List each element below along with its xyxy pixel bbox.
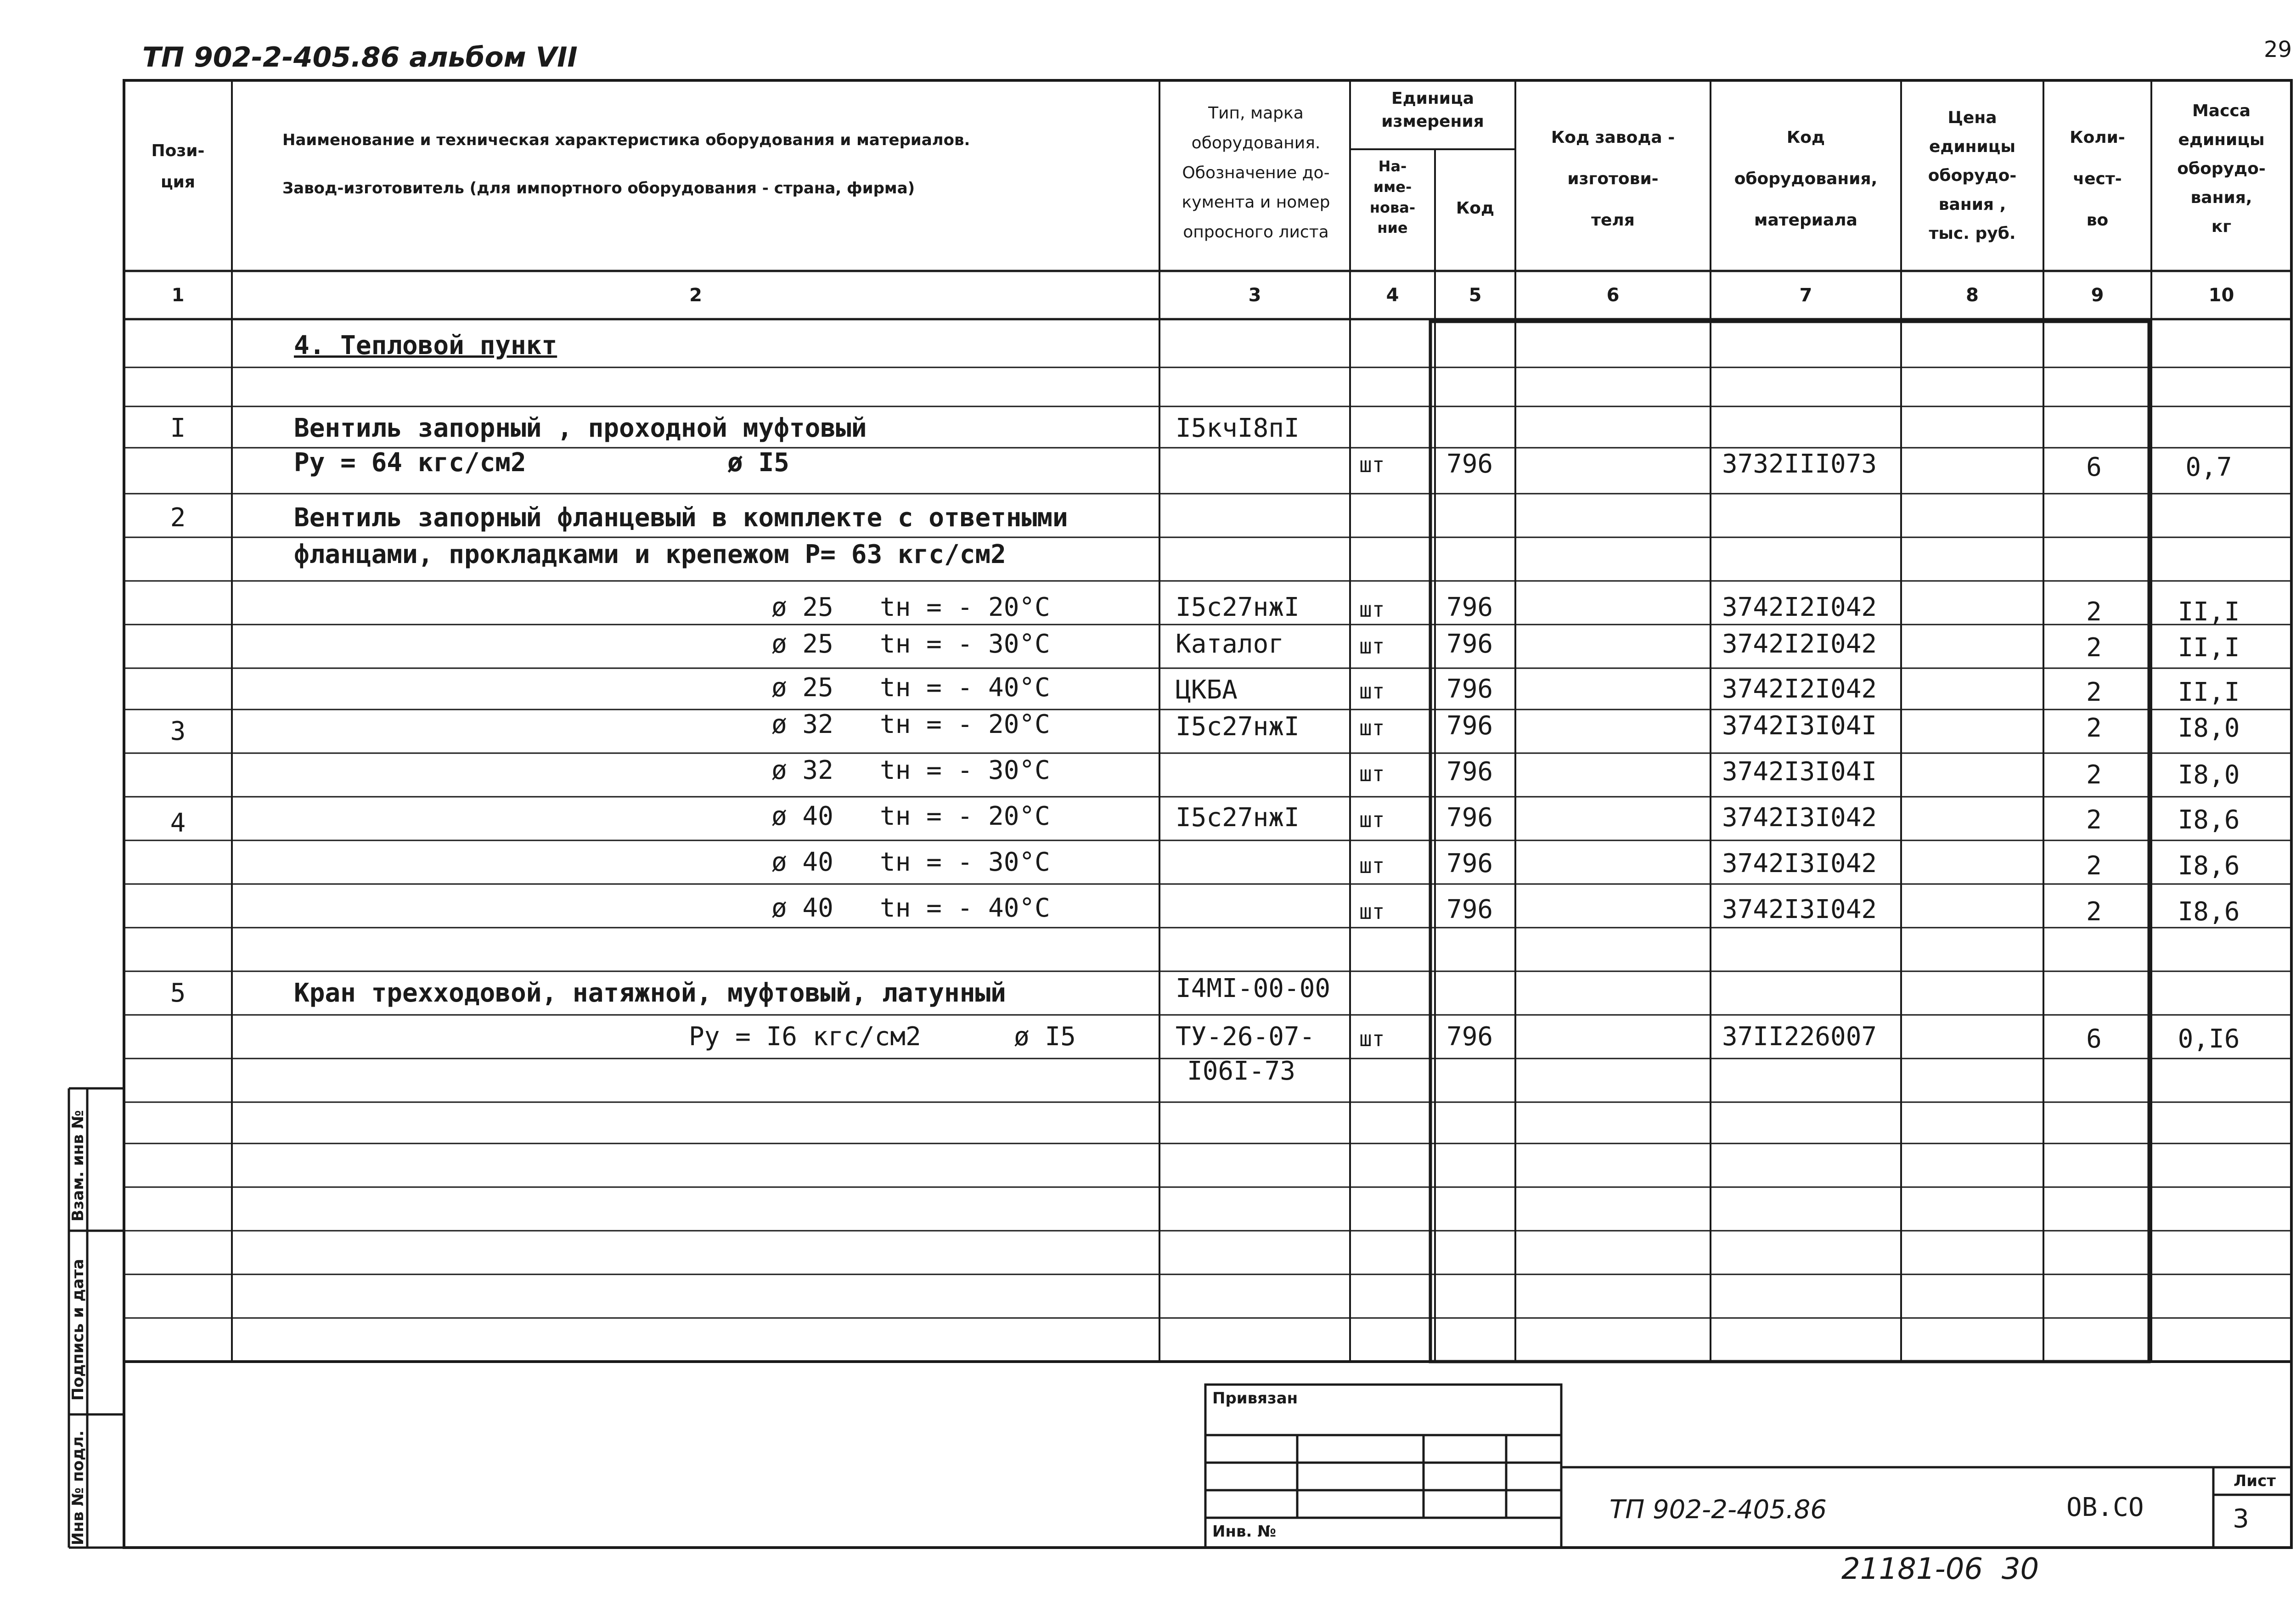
col-number-10: 10 [2208, 285, 2234, 306]
table-row-mass: I8,6 [2178, 851, 2240, 881]
table-row-quantity: 2 [2086, 760, 2102, 790]
table-row-name: Pу = I6 кгс/см2 ø I5 [689, 1022, 1076, 1052]
table-row-unit: шт [1359, 634, 1385, 659]
table-row-equipment-code: 3732III073 [1722, 449, 1877, 479]
header-type: Тип, марка оборудования. Обозначение до- кумента и номер опросного листа [1182, 104, 1330, 242]
doc-reference: ТП 902-2-405.86 альбом VII [142, 41, 578, 73]
table-row-type: ТУ-26-07- [1176, 1022, 1315, 1052]
stamp-privyazan: Привязан [1212, 1389, 1298, 1408]
table-row-quantity: 2 [2086, 633, 2102, 663]
section-title: 4. Тепловой пункт [294, 331, 557, 360]
side-stamp-inv-podl: Инв № подл. [69, 1430, 87, 1545]
table-row-unit-code: 796 [1446, 592, 1493, 622]
table-row-unit: шт [1359, 807, 1385, 832]
header-mass: Масса единицы оборудо- вания, кг [2177, 101, 2266, 236]
table-row-position: 5 [170, 978, 186, 1008]
header-position: Пози- ция [151, 141, 205, 192]
table-row-name: Pу = 64 кгс/см2 ø I5 [294, 448, 789, 478]
header-factory-code: Код завода - изготови- теля [1551, 128, 1675, 230]
table-row-type: I5c27нжI [1176, 712, 1300, 742]
side-stamp-podpis: Подпись и дата [69, 1259, 87, 1401]
table-row-unit-code: 796 [1446, 849, 1493, 879]
table-row-position: I [170, 413, 186, 443]
table-row-name: Вентиль запорный , проходной муфтовый [294, 413, 867, 443]
stamp-designation: ТП 902-2-405.86 [1609, 1495, 1827, 1525]
col-number-3: 3 [1248, 285, 1261, 306]
table-row-type: Каталог [1176, 629, 1284, 659]
table-row-name: ø 32 tн = - 30°C [771, 755, 1050, 785]
table-row-type: I06I-73 [1187, 1056, 1296, 1086]
table-row-type: I4МI-00-00 [1176, 974, 1331, 1003]
table-row-unit: шт [1359, 761, 1385, 786]
table-row-unit-code: 796 [1446, 674, 1493, 704]
footer-archive-number: 21181-06 30 [1841, 1552, 2039, 1586]
table-row-mass: I8,6 [2178, 805, 2240, 835]
table-row-equipment-code: 3742I2I042 [1722, 592, 1877, 622]
header-equipment-code: Код оборудования, материала [1734, 128, 1878, 230]
table-row-name: фланцами, прокладками и крепежом P= 63 кгс/см2 [294, 540, 1006, 569]
table-row-unit-code: 796 [1446, 711, 1493, 741]
table-row-name: Вентиль запорный фланцевый в комплекте с ответными [294, 503, 1068, 533]
table-row-unit: шт [1359, 1026, 1385, 1051]
page-number: 29 [2264, 37, 2292, 62]
header-unit-name: На- име- нова- ние [1369, 158, 1416, 237]
table-row-name: ø 32 tн = - 20°C [771, 710, 1050, 739]
table-row-quantity: 2 [2086, 597, 2102, 627]
table-row-unit-code: 796 [1446, 449, 1493, 479]
table-row-unit: шт [1359, 899, 1385, 924]
table-row-equipment-code: 37II226007 [1722, 1022, 1877, 1052]
table-row-unit-code: 796 [1446, 895, 1493, 924]
table-row-equipment-code: 3742I2I042 [1722, 674, 1877, 704]
header-unit-code: Код [1456, 199, 1495, 218]
table-row-unit: шт [1359, 679, 1385, 704]
table-row-quantity: 2 [2086, 713, 2102, 743]
table-row-mass: II,I [2178, 677, 2240, 707]
table-row-quantity: 6 [2086, 452, 2102, 482]
table-row-unit-code: 796 [1446, 803, 1493, 833]
table-row-quantity: 2 [2086, 805, 2102, 835]
table-row-mass: II,I [2178, 633, 2240, 663]
side-stamp-vzam: Взам. инв № [69, 1110, 87, 1222]
table-row-mass: I8,6 [2178, 897, 2240, 927]
table-row-mass: I8,0 [2178, 760, 2240, 790]
col-number-2: 2 [689, 285, 702, 306]
table-row-unit-code: 796 [1446, 757, 1493, 787]
table-row-mass: I8,0 [2178, 713, 2240, 743]
table-row-unit: шт [1359, 853, 1385, 878]
table-row-quantity: 6 [2086, 1024, 2102, 1054]
header-name-line1: Наименование и техническая характеристика оборудования и материалов. [282, 131, 970, 149]
table-row-equipment-code: 3742I3I042 [1722, 803, 1877, 833]
table-row-name: ø 25 tн = - 30°C [771, 629, 1050, 659]
header-quantity: Коли- чест- во [2070, 128, 2125, 230]
table-row-mass: 0,7 [2185, 452, 2232, 482]
table-row-type: I5c27нжI [1176, 803, 1300, 833]
table-row-equipment-code: 3742I2I042 [1722, 629, 1877, 659]
table-row-type: I5c27нжI [1176, 592, 1300, 622]
table-row-quantity: 2 [2086, 677, 2102, 707]
table-row-unit-code: 796 [1446, 629, 1493, 659]
table-row-equipment-code: 3742I3I042 [1722, 895, 1877, 924]
table-row-type: I5кчI8пI [1176, 413, 1300, 443]
stamp-sheet-label: Лист [2234, 1472, 2276, 1490]
table-row-mass: II,I [2178, 597, 2240, 627]
table-row-name: Кран трехходовой, натяжной, муфтовый, латунный [294, 978, 1006, 1008]
table-row-name: ø 40 tн = - 40°C [771, 893, 1050, 923]
table-row-equipment-code: 3742I3I04I [1722, 757, 1877, 787]
col-number-5: 5 [1469, 285, 1482, 306]
stamp-code: ОВ.СО [2066, 1492, 2144, 1522]
header-name-line2: Завод-изготовитель (для импортного оборудования - страна, фирма) [282, 179, 915, 197]
table-row-position: 4 [170, 808, 186, 838]
table-row-mass: 0,I6 [2178, 1024, 2240, 1054]
table-row-unit-code: 796 [1446, 1022, 1493, 1052]
table-row-name: ø 40 tн = - 20°C [771, 801, 1050, 831]
header-unit-price: Цена единицы оборудо- вания , тыс. руб. [1928, 108, 2017, 243]
table-row-equipment-code: 3742I3I04I [1722, 711, 1877, 741]
table-row-unit: шт [1359, 597, 1385, 622]
table-row-name: ø 25 tн = - 40°C [771, 673, 1050, 703]
stamp-inv-no: Инв. № [1212, 1522, 1277, 1541]
table-row-name: ø 40 tн = - 30°C [771, 847, 1050, 877]
table-row-name: ø 25 tн = - 20°C [771, 592, 1050, 622]
col-number-9: 9 [2091, 285, 2104, 306]
header-unit: Единица измерения [1381, 89, 1484, 131]
table-row-quantity: 2 [2086, 851, 2102, 881]
stamp-sheet-number: 3 [2233, 1504, 2249, 1534]
table-row-position: 3 [170, 716, 186, 746]
table-row-equipment-code: 3742I3I042 [1722, 849, 1877, 879]
col-number-6: 6 [1606, 285, 1620, 306]
table-row-unit: шт [1359, 452, 1385, 477]
table-row-quantity: 2 [2086, 897, 2102, 927]
table-row-type: ЦКБА [1176, 675, 1238, 705]
col-number-7: 7 [1799, 285, 1812, 306]
col-number-4: 4 [1386, 285, 1399, 306]
table-row-unit: шт [1359, 715, 1385, 740]
table-row-position: 2 [170, 503, 186, 533]
col-number-8: 8 [1966, 285, 1979, 306]
col-number-1: 1 [171, 285, 185, 306]
